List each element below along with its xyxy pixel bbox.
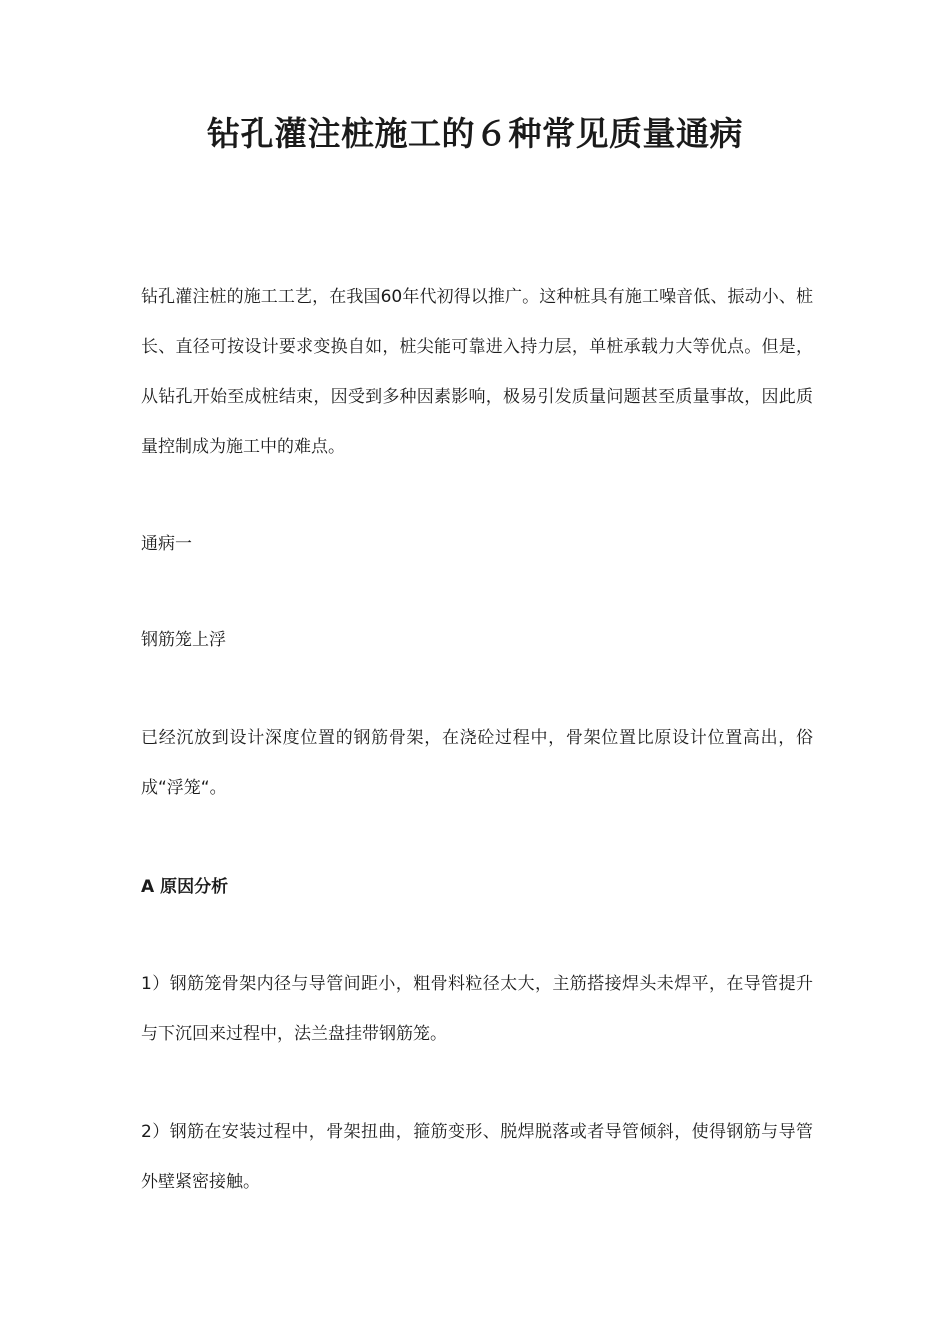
- issue-label-block: [141, 519, 813, 569]
- document-title: 钻孔灌注桩施工的６种常见质量通病: [207, 114, 743, 153]
- cause-1-block: [141, 959, 813, 1059]
- cause-2-block: [141, 1107, 813, 1207]
- issue-label: 通病一: [141, 534, 192, 554]
- cause-item: 2）钢筋在安装过程中，骨架扭曲，箍筋变形、脱焊脱落或者导管倾斜，使得钢筋与导管外壁紧密接触。: [141, 1122, 813, 1192]
- section-a-block: [141, 862, 813, 912]
- section-heading-cause-analysis: A 原因分析: [141, 877, 229, 897]
- issue-title: 钢筋笼上浮: [141, 630, 226, 650]
- intro-block: [141, 272, 813, 472]
- intro-paragraph: 钻孔灌注桩的施工工艺，在我国60年代初得以推广。这种桩具有施工噪音低、振动小、桩长、直径可按设计要求变换自如，桩尖能可靠进入持力层，单桩承载力大等优点。但是，从钻孔开始至成桩结束，因受到多种因素影响，极易引发质量问题甚至质量事故，因此质量控制成为施工中的难点。: [141, 287, 813, 457]
- issue-desc-block: [141, 713, 813, 813]
- issue-description: 已经沉放到设计深度位置的钢筋骨架，在浇砼过程中，骨架位置比原设计位置高出，俗成“浮笼“。: [141, 728, 813, 798]
- cause-item: 1）钢筋笼骨架内径与导管间距小，粗骨料粒径太大，主筋搭接焊头未焊平，在导管提升与下沉回来过程中，法兰盘挂带钢筋笼。: [141, 974, 813, 1044]
- issue-title-block: [141, 615, 813, 665]
